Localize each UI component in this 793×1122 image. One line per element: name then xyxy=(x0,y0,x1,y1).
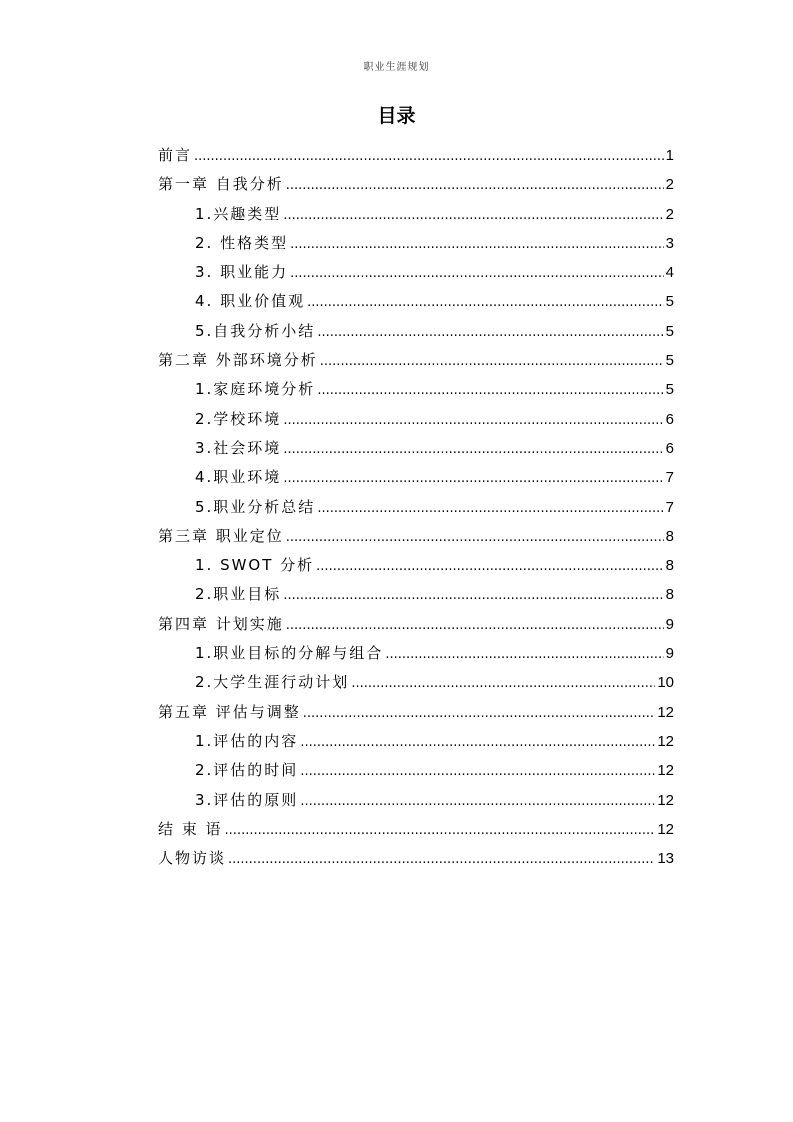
toc-page-number: 7 xyxy=(665,498,674,516)
toc-entry-label: 1.家庭环境分析 xyxy=(195,380,316,399)
running-header: 职业生涯规划 xyxy=(363,62,430,73)
toc-entry[interactable] xyxy=(158,317,674,346)
toc-page-number: 6 xyxy=(665,410,674,428)
toc-entry[interactable] xyxy=(158,844,674,873)
toc-dot-leader xyxy=(283,435,663,464)
toc-page-number: 7 xyxy=(665,469,674,487)
toc-dot-leader xyxy=(317,494,663,523)
toc-page-number: 12 xyxy=(657,703,674,721)
toc-dot-leader xyxy=(283,201,663,230)
toc-entry-label: 第二章 外部环境分析 xyxy=(158,351,318,370)
toc-page-number: 8 xyxy=(665,557,674,575)
toc-page-number: 9 xyxy=(665,645,674,663)
toc-page-number: 5 xyxy=(665,322,674,340)
toc-entry[interactable] xyxy=(158,463,674,492)
toc-page-number: 2 xyxy=(665,205,674,223)
toc-entry[interactable] xyxy=(158,229,674,258)
toc-dot-leader xyxy=(283,464,663,493)
toc-page-number: 8 xyxy=(665,586,674,604)
toc-entry-label: 第五章 评估与调整 xyxy=(158,702,301,721)
toc-dot-leader xyxy=(286,611,664,640)
toc-entry-label: 1. SWOT 分析 xyxy=(195,556,315,575)
toc-dot-leader xyxy=(290,259,664,288)
toc-entry[interactable] xyxy=(158,639,674,668)
toc-entry[interactable] xyxy=(158,258,674,287)
toc-entry-label: 第四章 计划实施 xyxy=(158,614,284,633)
toc-entry[interactable] xyxy=(158,375,674,404)
toc-dot-leader xyxy=(286,171,664,200)
toc-page-number: 12 xyxy=(657,762,674,780)
toc-entry[interactable] xyxy=(158,786,674,815)
toc-entry[interactable] xyxy=(158,141,674,170)
toc-page-number: 13 xyxy=(657,850,674,868)
toc-entry-label: 第一章 自我分析 xyxy=(158,175,284,194)
toc-dot-leader xyxy=(225,816,656,845)
toc-dot-leader xyxy=(317,376,663,405)
toc-entry-label: 4.职业环境 xyxy=(195,468,282,487)
toc-entry[interactable] xyxy=(158,170,674,199)
toc-entry-label: 结 束 语 xyxy=(158,819,223,838)
toc-dot-leader xyxy=(385,640,663,669)
toc-dot-leader xyxy=(303,699,656,728)
toc-entry[interactable] xyxy=(158,668,674,697)
toc-entry-label: 2.职业目标 xyxy=(195,585,282,604)
toc-entry[interactable] xyxy=(158,698,674,727)
toc-page-number: 12 xyxy=(657,820,674,838)
toc-entry[interactable] xyxy=(158,551,674,580)
toc-entry-label: 1.评估的内容 xyxy=(195,731,299,750)
toc-dot-leader xyxy=(320,347,664,376)
toc-page-number: 5 xyxy=(665,381,674,399)
toc-page-number: 4 xyxy=(665,264,674,282)
toc-page-number: 8 xyxy=(665,527,674,545)
toc-entry[interactable] xyxy=(158,346,674,375)
toc-entry-label: 1.职业目标的分解与组合 xyxy=(195,644,384,663)
toc-entry[interactable] xyxy=(158,580,674,609)
toc-page-number: 12 xyxy=(657,791,674,809)
toc-page-number: 6 xyxy=(665,439,674,457)
toc-entry-label: 2. 性格类型 xyxy=(195,233,289,252)
toc-entry-label: 3.社会环境 xyxy=(195,438,282,457)
toc-dot-leader xyxy=(351,669,655,698)
toc-page-number: 10 xyxy=(657,674,674,692)
toc-entry-label: 3. 职业能力 xyxy=(195,263,289,282)
toc-dot-leader xyxy=(194,142,664,171)
toc-page-number: 5 xyxy=(665,293,674,311)
toc-entry-label: 1.兴趣类型 xyxy=(195,204,282,223)
toc-page-number: 12 xyxy=(657,732,674,750)
table-of-contents xyxy=(158,141,674,873)
toc-dot-leader xyxy=(300,757,655,786)
toc-entry[interactable] xyxy=(158,727,674,756)
toc-dot-leader xyxy=(300,787,655,816)
toc-entry-label: 4. 职业价值观 xyxy=(195,292,306,311)
toc-entry[interactable] xyxy=(158,493,674,522)
toc-dot-leader xyxy=(300,728,655,757)
toc-entry-label: 人物访谈 xyxy=(158,849,227,868)
toc-entry[interactable] xyxy=(158,287,674,316)
toc-dot-leader xyxy=(283,406,663,435)
toc-dot-leader xyxy=(228,845,655,874)
toc-entry[interactable] xyxy=(158,405,674,434)
toc-page-number: 2 xyxy=(665,176,674,194)
toc-dot-leader xyxy=(283,581,663,610)
toc-page-number: 1 xyxy=(665,147,674,164)
toc-entry[interactable] xyxy=(158,815,674,844)
toc-entry[interactable] xyxy=(158,610,674,639)
toc-page-number: 9 xyxy=(665,615,674,633)
toc-page-number: 3 xyxy=(665,234,674,252)
toc-entry-label: 前言 xyxy=(158,146,193,164)
toc-entry-label: 5.职业分析总结 xyxy=(195,497,316,516)
toc-entry-label: 3.评估的原则 xyxy=(195,790,299,809)
toc-entry-label: 2.评估的时间 xyxy=(195,761,299,780)
toc-dot-leader xyxy=(290,230,664,259)
toc-entry[interactable] xyxy=(158,522,674,551)
toc-dot-leader xyxy=(317,318,663,347)
toc-dot-leader xyxy=(286,523,664,552)
toc-entry[interactable] xyxy=(158,434,674,463)
toc-dot-leader xyxy=(316,552,663,581)
toc-entry-label: 2.大学生涯行动计划 xyxy=(195,673,350,692)
toc-dot-leader xyxy=(307,288,664,317)
toc-entry-label: 5.自我分析小结 xyxy=(195,321,316,340)
toc-page-number: 5 xyxy=(665,352,674,370)
toc-entry[interactable] xyxy=(158,756,674,785)
toc-title: 目录 xyxy=(377,105,416,127)
toc-entry-label: 第三章 职业定位 xyxy=(158,526,284,545)
toc-entry-label: 2.学校环境 xyxy=(195,409,282,428)
toc-entry[interactable] xyxy=(158,200,674,229)
